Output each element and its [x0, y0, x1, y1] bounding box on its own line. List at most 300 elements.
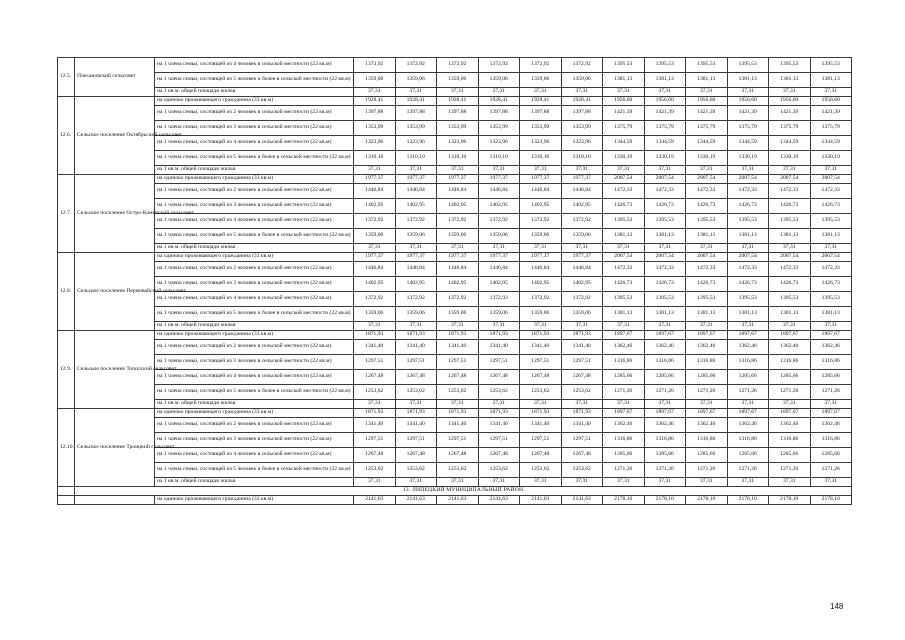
value-cell: 37,31: [437, 166, 479, 175]
value-cell: 1323,96: [561, 136, 603, 151]
value-cell: 1395,53: [727, 214, 769, 229]
value-cell: 1344,59: [644, 136, 686, 151]
value-cell: 1381,13: [603, 307, 645, 322]
value-cell: 37,31: [478, 244, 520, 253]
value-cell: 2007,54: [644, 253, 686, 262]
value-cell: 1381,13: [644, 229, 686, 244]
table-row: [58, 244, 852, 253]
value-cell: 1472,33: [769, 184, 811, 199]
value-cell: 1426,73: [727, 199, 769, 214]
value-cell: 1353,99: [478, 121, 520, 136]
value-cell: 37,31: [478, 166, 520, 175]
value-cell: 1362,46: [686, 418, 728, 433]
table-row: [58, 97, 852, 106]
value-cell: 1359,06: [520, 307, 562, 322]
value-cell: 1472,33: [603, 262, 645, 277]
value-cell: 1381,13: [686, 307, 728, 322]
value-cell: 1316,86: [686, 355, 728, 370]
value-cell: 1362,46: [810, 418, 852, 433]
value-cell: 1395,53: [686, 292, 728, 307]
table-row: [58, 355, 852, 370]
value-cell: 1362,46: [769, 340, 811, 355]
value-cell: 1359,06: [395, 307, 437, 322]
table-row: [58, 229, 852, 244]
value-cell: 1897,67: [727, 409, 769, 418]
value-cell: 1395,53: [644, 292, 686, 307]
value-cell: 1341,40: [520, 340, 562, 355]
value-cell: 1253,62: [354, 463, 396, 478]
value-cell: 1472,33: [769, 262, 811, 277]
row-index: 12.10.: [58, 409, 75, 487]
value-cell: 1372,92: [520, 292, 562, 307]
value-cell: 1267,48: [478, 370, 520, 385]
value-cell: 37,31: [520, 166, 562, 175]
value-cell: 1421,39: [603, 106, 645, 121]
norm-description: на 1 члена семьи, состоящей из 5 человек и более в сельской местности (22 кв.м): [155, 463, 354, 478]
value-cell: 2178,10: [727, 496, 769, 505]
value-cell: 37,31: [810, 88, 852, 97]
value-cell: 1446,84: [478, 262, 520, 277]
value-cell: 37,31: [520, 478, 562, 487]
norm-description: на 1 члена семьи, состоящей из 3 человек в сельской местности (22 кв.м): [155, 199, 354, 214]
value-cell: 1253,62: [561, 463, 603, 478]
value-cell: 1271,26: [727, 463, 769, 478]
value-cell: 1871,93: [561, 331, 603, 340]
value-cell: 2007,54: [686, 175, 728, 184]
value-cell: 37,31: [810, 244, 852, 253]
row-index: 12.7.: [58, 175, 75, 253]
value-cell: 1285,66: [686, 448, 728, 463]
value-cell: 1381,13: [644, 307, 686, 322]
value-cell: 37,31: [561, 166, 603, 175]
region-header-row: [58, 487, 852, 496]
value-cell: 1285,66: [644, 370, 686, 385]
value-cell: 1421,39: [810, 106, 852, 121]
value-cell: 1253,62: [395, 463, 437, 478]
value-cell: 1362,46: [644, 418, 686, 433]
value-cell: 1341,40: [437, 418, 479, 433]
value-cell: 1395,53: [603, 58, 645, 73]
value-cell: 1977,37: [478, 253, 520, 262]
table-row: [58, 166, 852, 175]
norm-description: на 1 члена семьи, состоящей из 3 человек в сельской местности (22 кв.м): [155, 355, 354, 370]
norm-description: на 1 кв.м. общей площади жилья: [155, 478, 354, 487]
value-cell: 1472,33: [810, 184, 852, 199]
value-cell: 1395,53: [603, 292, 645, 307]
row-index: 12.5.: [58, 58, 75, 97]
value-cell: 37,31: [520, 244, 562, 253]
value-cell: 37,31: [478, 322, 520, 331]
value-cell: 1310,10: [478, 151, 520, 166]
value-cell: 1341,40: [478, 340, 520, 355]
value-cell: 1472,33: [686, 262, 728, 277]
value-cell: 1285,66: [727, 370, 769, 385]
value-cell: 1395,53: [686, 58, 728, 73]
value-cell: 1297,51: [395, 355, 437, 370]
value-cell: 1395,53: [727, 58, 769, 73]
table-row: [58, 151, 852, 166]
value-cell: 37,31: [644, 478, 686, 487]
value-cell: 1897,67: [686, 409, 728, 418]
norm-description: на одиноко проживающего гражданина (33 кв.м): [155, 97, 354, 106]
value-cell: 1372,92: [478, 292, 520, 307]
value-cell: 37,31: [810, 322, 852, 331]
norm-description: на 1 кв.м. общей площади жилья: [155, 400, 354, 409]
value-cell: 2141,63: [561, 496, 603, 505]
norm-description: на 1 кв.м. общей площади жилья: [155, 166, 354, 175]
value-cell: 1323,96: [354, 136, 396, 151]
value-cell: 1310,10: [520, 151, 562, 166]
norm-description: на 1 кв.м. общей площади жилья: [155, 322, 354, 331]
value-cell: 1253,62: [520, 385, 562, 400]
value-cell: 1395,53: [644, 214, 686, 229]
value-cell: 1344,59: [603, 136, 645, 151]
value-cell: 1381,13: [603, 73, 645, 88]
value-cell: 1871,93: [478, 409, 520, 418]
value-cell: 1330,19: [686, 151, 728, 166]
value-cell: 37,31: [769, 400, 811, 409]
norm-description: на 1 члена семьи, состоящей из 5 человек и более в сельской местности (22 кв.м): [155, 73, 354, 88]
value-cell: 1267,48: [520, 370, 562, 385]
value-cell: 2178,10: [603, 496, 645, 505]
value-cell: 1426,73: [686, 199, 728, 214]
value-cell: 1323,96: [395, 136, 437, 151]
value-cell: 1285,66: [810, 370, 852, 385]
value-cell: 2007,54: [769, 175, 811, 184]
value-cell: 1372,92: [561, 292, 603, 307]
value-cell: 1285,66: [603, 448, 645, 463]
value-cell: 1297,51: [354, 433, 396, 448]
value-cell: 1381,13: [686, 229, 728, 244]
value-cell: 1871,93: [354, 331, 396, 340]
value-cell: 1381,13: [810, 307, 852, 322]
value-cell: 1402,95: [395, 199, 437, 214]
norm-description: на 1 члена семьи, состоящей из 5 человек и более в сельской местности (22 кв.м): [155, 229, 354, 244]
value-cell: 1341,40: [395, 418, 437, 433]
value-cell: 2178,10: [644, 496, 686, 505]
value-cell: 1341,40: [561, 418, 603, 433]
value-cell: 2007,54: [727, 253, 769, 262]
value-cell: 1395,53: [810, 58, 852, 73]
value-cell: 1330,19: [727, 151, 769, 166]
value-cell: 1310,10: [354, 151, 396, 166]
value-cell: 1316,86: [644, 355, 686, 370]
value-cell: 1267,48: [478, 448, 520, 463]
value-cell: 37,31: [727, 478, 769, 487]
value-cell: 1359,06: [437, 229, 479, 244]
value-cell: 1271,26: [810, 463, 852, 478]
table-row: [58, 385, 852, 400]
value-cell: 1871,93: [437, 409, 479, 418]
value-cell: 2007,54: [603, 253, 645, 262]
value-cell: 1297,51: [354, 355, 396, 370]
value-cell: 37,31: [561, 478, 603, 487]
value-cell: 2178,10: [769, 496, 811, 505]
value-cell: 1297,51: [520, 355, 562, 370]
value-cell: 1359,06: [561, 229, 603, 244]
value-cell: 1446,84: [520, 262, 562, 277]
value-cell: 37,31: [644, 244, 686, 253]
value-cell: 37,31: [478, 478, 520, 487]
value-cell: 2141,63: [478, 496, 520, 505]
blank-cell: [58, 487, 75, 496]
norm-description: на одиноко проживающего гражданина (33 кв.м): [155, 253, 354, 262]
value-cell: 1310,10: [437, 151, 479, 166]
value-cell: 37,31: [727, 244, 769, 253]
table-row: [58, 253, 852, 262]
value-cell: 1402,95: [354, 199, 396, 214]
value-cell: 1472,33: [810, 262, 852, 277]
value-cell: 1897,67: [769, 409, 811, 418]
value-cell: 37,31: [478, 400, 520, 409]
value-cell: 37,31: [727, 166, 769, 175]
norm-description: на 1 члена семьи, состоящей из 2 человек в сельской местности (22 кв.м): [155, 106, 354, 121]
value-cell: 2141,63: [395, 496, 437, 505]
value-cell: 1297,51: [520, 433, 562, 448]
value-cell: 37,31: [727, 322, 769, 331]
value-cell: 37,31: [644, 166, 686, 175]
value-cell: 1897,67: [644, 331, 686, 340]
value-cell: 1341,40: [354, 340, 396, 355]
norm-description: на 1 члена семьи, состоящей из 4 человек в сельской местности (22 кв.м): [155, 370, 354, 385]
value-cell: 1359,06: [354, 307, 396, 322]
value-cell: 1395,53: [810, 214, 852, 229]
value-cell: 1372,92: [395, 58, 437, 73]
table-row: [58, 448, 852, 463]
value-cell: 1871,93: [395, 409, 437, 418]
value-cell: 37,31: [437, 88, 479, 97]
value-cell: 1372,92: [478, 214, 520, 229]
value-cell: 2007,54: [769, 253, 811, 262]
value-cell: 37,31: [603, 478, 645, 487]
table-row: [58, 496, 852, 505]
norm-description: на 1 члена семьи, состоящей из 2 человек в сельской местности (22 кв.м): [155, 340, 354, 355]
settlement-name: Сельское поселение Пермовайский сельсовет: [75, 253, 155, 331]
value-cell: 1977,37: [520, 175, 562, 184]
value-cell: 1253,62: [395, 385, 437, 400]
value-cell: 37,31: [437, 400, 479, 409]
value-cell: 1381,13: [727, 307, 769, 322]
value-cell: 37,31: [686, 88, 728, 97]
value-cell: 37,31: [769, 322, 811, 331]
value-cell: 1472,33: [603, 184, 645, 199]
value-cell: 1297,51: [437, 355, 479, 370]
value-cell: 1359,06: [478, 307, 520, 322]
value-cell: 1446,84: [520, 184, 562, 199]
value-cell: 1323,96: [520, 136, 562, 151]
value-cell: 1285,66: [769, 448, 811, 463]
value-cell: 1344,59: [769, 136, 811, 151]
value-cell: 1271,26: [769, 463, 811, 478]
value-cell: 1871,93: [520, 409, 562, 418]
value-cell: 1353,99: [395, 121, 437, 136]
value-cell: 1253,62: [354, 385, 396, 400]
value-cell: 37,31: [520, 88, 562, 97]
value-cell: 1426,73: [727, 277, 769, 292]
value-cell: 1271,26: [603, 385, 645, 400]
value-cell: 1402,95: [561, 277, 603, 292]
value-cell: 1267,48: [437, 448, 479, 463]
value-cell: 37,31: [395, 478, 437, 487]
value-cell: 37,31: [603, 88, 645, 97]
value-cell: 1285,66: [810, 448, 852, 463]
value-cell: 37,31: [686, 478, 728, 487]
norm-description: на 1 члена семьи, состоящей из 2 человек в сельской местности (22 кв.м): [155, 262, 354, 277]
value-cell: 1285,66: [686, 370, 728, 385]
settlement-name: Сельское поселение Октябрьский сельсовет: [75, 97, 155, 175]
value-cell: 1956,60: [727, 97, 769, 106]
value-cell: 1381,13: [644, 73, 686, 88]
value-cell: 1421,39: [769, 106, 811, 121]
table-row: [58, 58, 852, 73]
norm-description: на 1 члена семьи, состоящей из 4 человек в сельской местности (22 кв.м): [155, 214, 354, 229]
value-cell: 1446,84: [478, 184, 520, 199]
value-cell: 1446,84: [354, 184, 396, 199]
value-cell: 1316,86: [727, 355, 769, 370]
value-cell: 1381,13: [603, 229, 645, 244]
value-cell: 1402,95: [395, 277, 437, 292]
value-cell: 1421,39: [727, 106, 769, 121]
value-cell: 1426,73: [644, 277, 686, 292]
value-cell: 1316,86: [603, 355, 645, 370]
value-cell: 37,31: [478, 88, 520, 97]
value-cell: 1395,53: [603, 214, 645, 229]
value-cell: 1271,26: [810, 385, 852, 400]
value-cell: 1928,41: [561, 97, 603, 106]
value-cell: 1316,86: [686, 433, 728, 448]
value-cell: 1285,66: [769, 370, 811, 385]
value-cell: 1977,37: [520, 253, 562, 262]
value-cell: 1426,73: [686, 277, 728, 292]
value-cell: 1267,48: [354, 448, 396, 463]
value-cell: 1395,53: [769, 292, 811, 307]
blank-cell: [75, 496, 155, 505]
norm-description: на 1 члена семьи, состоящей из 5 человек и более в сельской местности (22 кв.м): [155, 307, 354, 322]
value-cell: 1977,37: [561, 253, 603, 262]
value-cell: 37,31: [395, 400, 437, 409]
value-cell: 2007,54: [727, 175, 769, 184]
document-page: [57, 57, 851, 505]
value-cell: 1871,93: [437, 331, 479, 340]
value-cell: 1353,99: [437, 121, 479, 136]
norm-description: на одиноко проживающего гражданина (33 кв.м): [155, 175, 354, 184]
value-cell: 1897,67: [810, 331, 852, 340]
value-cell: 1375,79: [727, 121, 769, 136]
row-index: 12.6.: [58, 97, 75, 175]
value-cell: 1267,48: [561, 448, 603, 463]
norm-description: на 1 члена семьи, состоящей из 5 человек и более в сельской местности (22 кв.м): [155, 385, 354, 400]
value-cell: 1359,06: [561, 307, 603, 322]
value-cell: 37,31: [561, 322, 603, 331]
tariff-table: [57, 57, 852, 505]
value-cell: 1472,33: [727, 184, 769, 199]
value-cell: 1446,84: [395, 262, 437, 277]
value-cell: 1316,86: [769, 355, 811, 370]
value-cell: 1253,62: [561, 385, 603, 400]
value-cell: 1446,84: [437, 262, 479, 277]
value-cell: 1928,41: [354, 97, 396, 106]
value-cell: 1362,46: [727, 418, 769, 433]
value-cell: 1871,93: [478, 331, 520, 340]
value-cell: 1330,19: [644, 151, 686, 166]
value-cell: 1956,60: [686, 97, 728, 106]
value-cell: 1316,86: [644, 433, 686, 448]
value-cell: 1267,48: [561, 370, 603, 385]
value-cell: 1359,06: [354, 229, 396, 244]
value-cell: 1359,06: [478, 229, 520, 244]
value-cell: 2007,54: [644, 175, 686, 184]
value-cell: 1362,46: [603, 340, 645, 355]
value-cell: 37,31: [395, 88, 437, 97]
value-cell: 37,31: [520, 322, 562, 331]
value-cell: 37,31: [520, 400, 562, 409]
value-cell: 1397,88: [561, 106, 603, 121]
value-cell: 1353,99: [354, 121, 396, 136]
value-cell: 37,31: [769, 244, 811, 253]
value-cell: 1362,46: [644, 340, 686, 355]
value-cell: 1353,99: [520, 121, 562, 136]
value-cell: 1375,79: [644, 121, 686, 136]
value-cell: 1341,40: [561, 340, 603, 355]
value-cell: 1372,92: [354, 292, 396, 307]
value-cell: 37,31: [603, 244, 645, 253]
value-cell: 1353,99: [561, 121, 603, 136]
value-cell: 37,31: [769, 166, 811, 175]
value-cell: 1381,13: [810, 73, 852, 88]
value-cell: 37,31: [603, 322, 645, 331]
value-cell: 1402,95: [354, 277, 396, 292]
norm-description: на 1 члена семьи, состоящей из 4 человек в сельской местности (22 кв.м): [155, 136, 354, 151]
value-cell: 1359,06: [561, 73, 603, 88]
value-cell: 1359,06: [437, 73, 479, 88]
value-cell: 1395,53: [769, 58, 811, 73]
value-cell: 1397,88: [437, 106, 479, 121]
value-cell: 37,31: [810, 478, 852, 487]
table-row: [58, 175, 852, 184]
value-cell: 1372,92: [354, 58, 396, 73]
value-cell: 1372,92: [561, 58, 603, 73]
value-cell: 1359,06: [395, 229, 437, 244]
value-cell: 37,31: [395, 322, 437, 331]
value-cell: 37,31: [395, 166, 437, 175]
value-cell: 1359,06: [395, 73, 437, 88]
value-cell: 1271,26: [686, 385, 728, 400]
value-cell: 1359,06: [478, 73, 520, 88]
value-cell: 1956,60: [810, 97, 852, 106]
value-cell: 1397,88: [520, 106, 562, 121]
value-cell: 1426,73: [644, 199, 686, 214]
value-cell: 37,31: [727, 400, 769, 409]
table-row: [58, 184, 852, 199]
table-row: [58, 400, 852, 409]
norm-description: на 1 члена семьи, состоящей из 5 человек и более в сельской местности (22 кв.м): [155, 151, 354, 166]
value-cell: 1316,86: [603, 433, 645, 448]
page-number: 148: [830, 602, 844, 611]
value-cell: 1426,73: [603, 199, 645, 214]
norm-description: на 1 члена семьи, состоящей из 3 человек в сельской местности (22 кв.м): [155, 277, 354, 292]
norm-description: на одиноко проживающего гражданина (33 кв.м): [155, 496, 354, 505]
value-cell: 1372,92: [478, 58, 520, 73]
value-cell: 1362,46: [727, 340, 769, 355]
value-cell: 1871,93: [561, 409, 603, 418]
value-cell: 1344,59: [810, 136, 852, 151]
value-cell: 1271,26: [603, 463, 645, 478]
value-cell: 1446,84: [561, 262, 603, 277]
value-cell: 1446,84: [561, 184, 603, 199]
table-row: [58, 478, 852, 487]
value-cell: 1395,53: [644, 58, 686, 73]
value-cell: 1426,73: [769, 277, 811, 292]
